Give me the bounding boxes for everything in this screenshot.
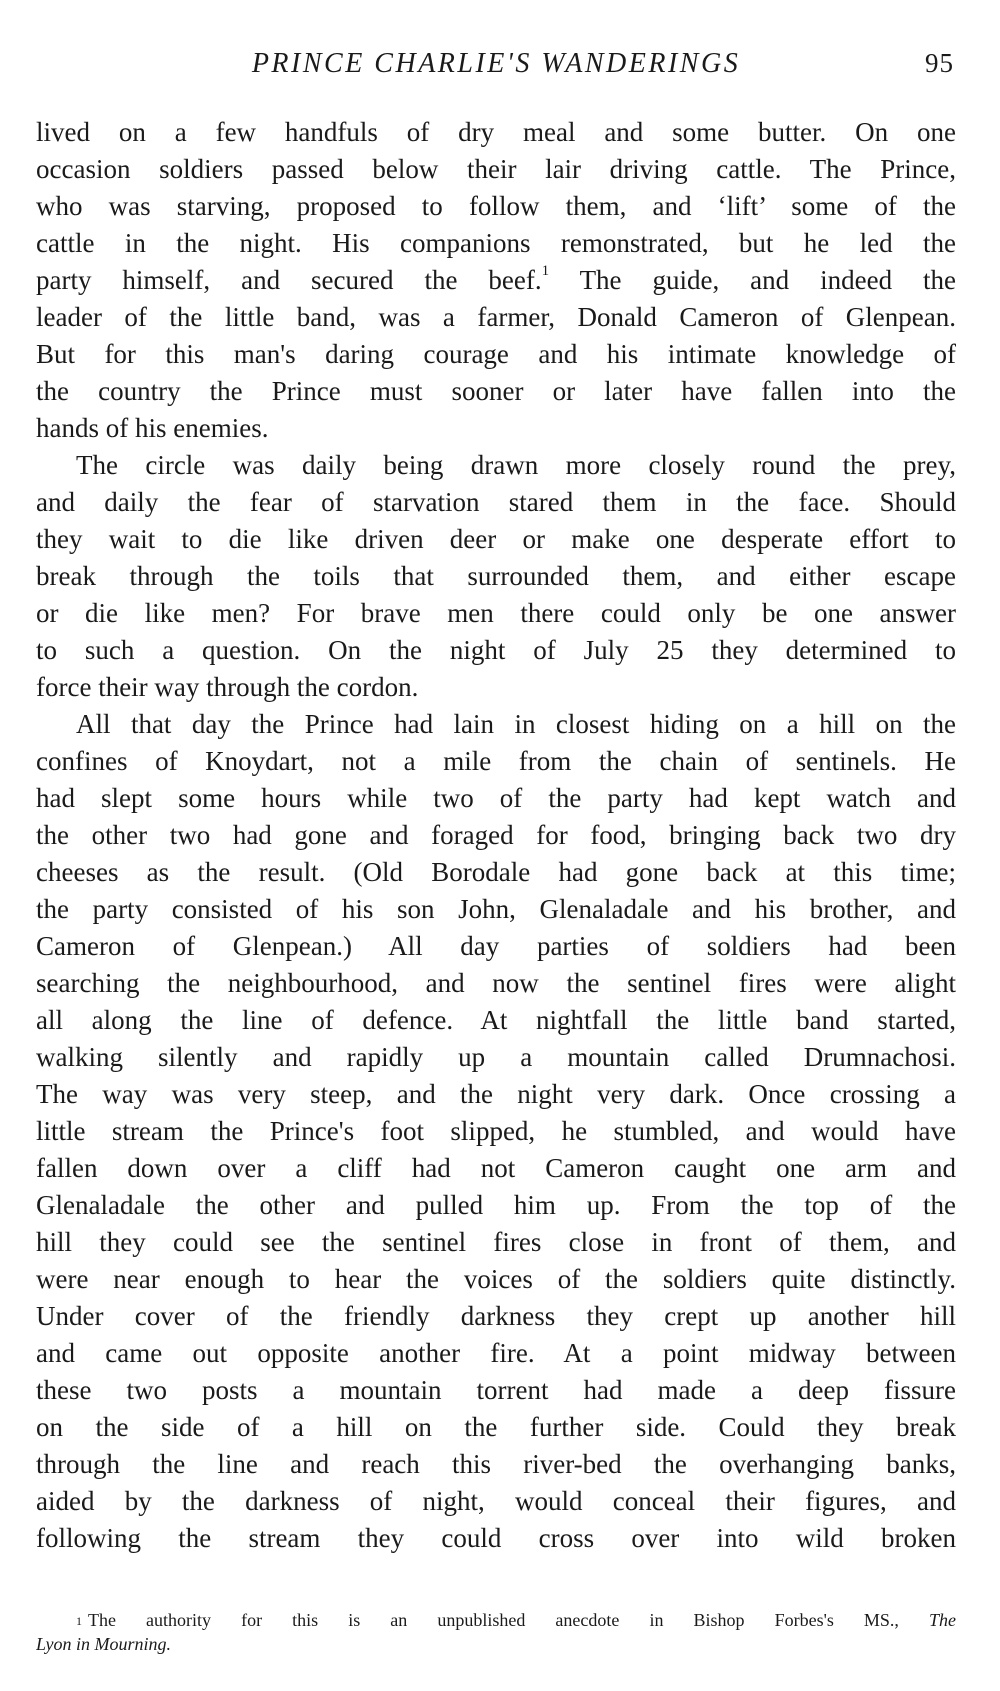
text-line: were near enough to hear the voices of the soldiers quite distinctly. (36, 1264, 956, 1294)
footnote-italic-text: Lyon in Mourning. (36, 1634, 171, 1654)
text-line: hands of his enemies. (36, 413, 269, 443)
text-line: and came out opposite another fire. At a point midway between (36, 1338, 956, 1368)
page-number: 95 (925, 48, 954, 78)
text-line: the other two had gone and foraged for food, bringing back two dry (36, 820, 956, 850)
footnote-reference: 1 (541, 263, 550, 279)
text-segment: party himself, and secured the beef. (36, 265, 542, 295)
text-line: through the line and reach this river-bed the overhanging banks, (36, 1449, 956, 1479)
text-line: break through the toils that surrounded them, and either escape (36, 561, 956, 591)
text-line: All that day the Prince had lain in closest hiding on a hill on the (76, 709, 956, 739)
text-line: Cameron of Glenpean.) All day parties of soldiers had been (36, 931, 956, 961)
text-line: they wait to die like driven deer or make one desperate effort to (36, 524, 956, 554)
footnote-mark: 1 (76, 1614, 82, 1628)
text-line: walking silently and rapidly up a mountain called Drumnachosi. (36, 1042, 956, 1072)
text-line: following the stream they could cross over into wild broken (36, 1523, 956, 1553)
text-line: Under cover of the friendly darkness they crept up another hill (36, 1301, 956, 1331)
text-line: the country the Prince must sooner or later have fallen into the (36, 376, 956, 406)
text-line: occasion soldiers passed below their lair driving cattle. The Prince, (36, 154, 956, 184)
text-line: searching the neighbourhood, and now the sentinel fires were alight (36, 968, 956, 998)
text-line: But for this man's daring courage and his intimate knowledge of (36, 339, 956, 369)
text-line: on the side of a hill on the further side. Could they break (36, 1412, 956, 1442)
text-line: hill they could see the sentinel fires close in front of them, and (36, 1227, 956, 1257)
text-segment: The guide, and indeed the (579, 265, 956, 295)
footnote (36, 1608, 956, 1656)
text-line: who was starving, proposed to follow them, and ‘lift’ some of the (36, 191, 956, 221)
text-line: The circle was daily being drawn more closely round the prey, (76, 450, 956, 480)
text-line: aided by the darkness of night, would conceal their figures, and (36, 1486, 956, 1516)
text-line: Glenaladale the other and pulled him up. From the top of the (36, 1190, 956, 1220)
text-line: leader of the little band, was a farmer, Donald Cameron of Glenpean. (36, 302, 956, 332)
page-header (36, 46, 956, 90)
running-head: PRINCE CHARLIE'S WANDERINGS (251, 48, 741, 79)
text-line: The way was very steep, and the night very dark. Once crossing a (36, 1079, 956, 1109)
text-line: cheeses as the result. (Old Borodale had gone back at this time; (36, 857, 956, 887)
text-line: and daily the fear of starvation stared them in the face. Should (36, 487, 956, 517)
text-line-with-footnote (36, 262, 956, 299)
text-line: all along the line of defence. At nightfall the little band started, (36, 1005, 956, 1035)
text-line: to such a question. On the night of July 25 they determined to (36, 635, 956, 665)
footnote-italic-text: The (929, 1610, 956, 1630)
footnote-line (36, 1632, 956, 1656)
text-line: or die like men? For brave men there could only be one answer (36, 598, 956, 628)
text-line: the party consisted of his son John, Glenaladale and his brother, and (36, 894, 956, 924)
text-line: fallen down over a cliff had not Cameron caught one arm and (36, 1153, 956, 1183)
text-line: had slept some hours while two of the party had kept watch and (36, 783, 956, 813)
footnote-text: The authority for this is an unpublished anecdote in Bishop Forbes's MS., (88, 1610, 899, 1630)
text-line: force their way through the cordon. (36, 672, 419, 702)
text-line: these two posts a mountain torrent had made a deep fissure (36, 1375, 956, 1405)
footnote-line (36, 1608, 956, 1632)
text-line: little stream the Prince's foot slipped, he stumbled, and would have (36, 1116, 956, 1146)
text-line: cattle in the night. His companions remonstrated, but he led the (36, 228, 956, 258)
text-line: confines of Knoydart, not a mile from the chain of sentinels. He (36, 746, 956, 776)
body-text (36, 114, 956, 1557)
text-line: lived on a few handfuls of dry meal and some butter. On one (36, 117, 956, 147)
